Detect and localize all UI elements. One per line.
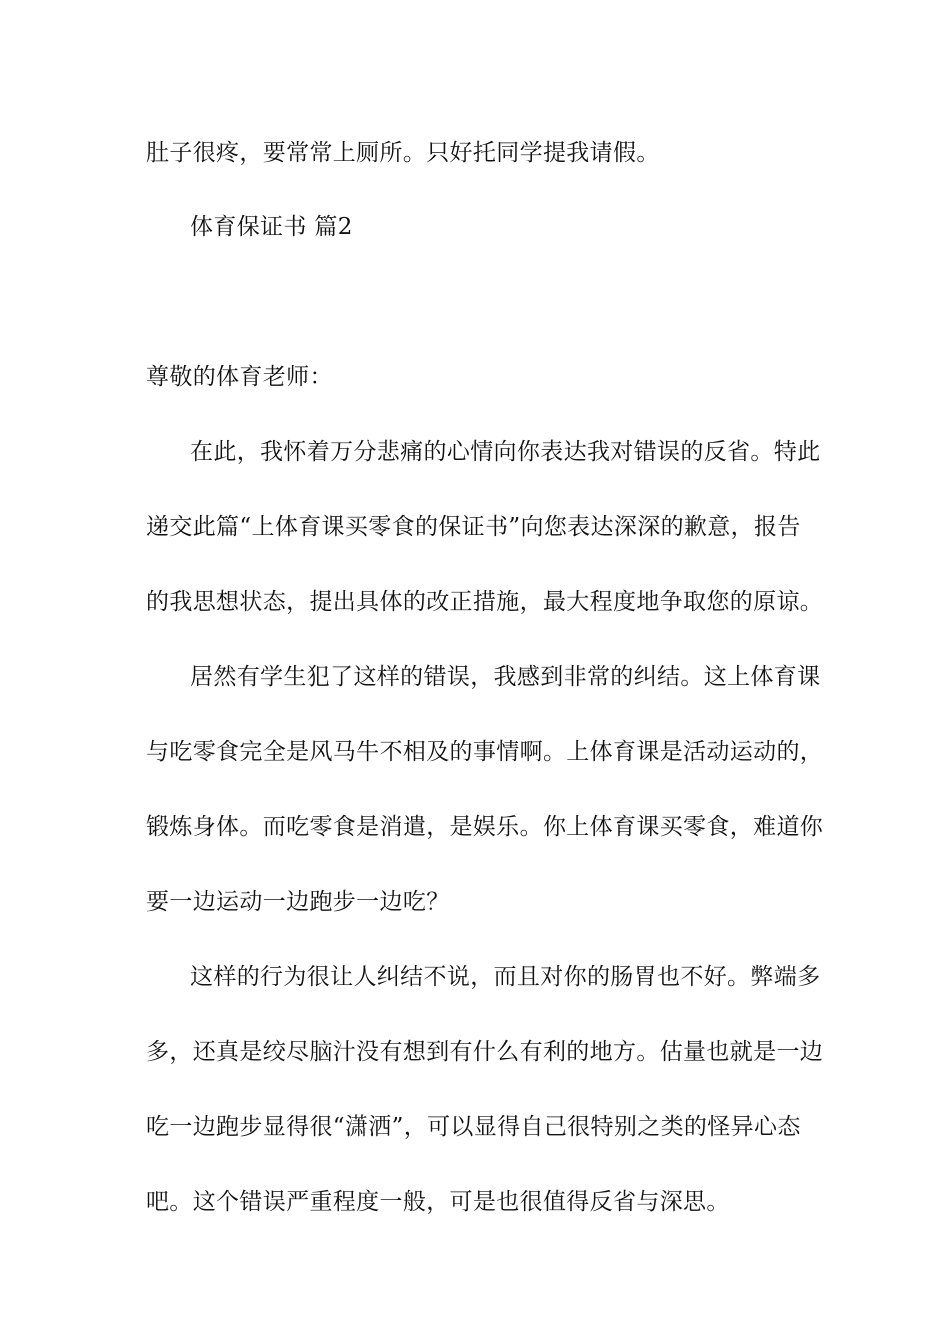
- paragraph-line: 居然有学生犯了这样的错误，我感到非常的纠结。这上体育课: [190, 664, 821, 690]
- paragraph-line: 锻炼身体。而吃零食是消遣，是娱乐。你上体育课买零食，难道你: [146, 814, 824, 840]
- section-heading: 体育保证书 篇2: [190, 214, 353, 240]
- paragraph-line: 肚子很疼，要常常上厕所。只好托同学提我请假。: [146, 140, 660, 166]
- paragraph-line: 吧。这个错误严重程度一般，可是也很值得反省与深思。: [146, 1189, 730, 1215]
- paragraph-line: 在此，我怀着万分悲痛的心情向你表达我对错误的反省。特此: [190, 439, 821, 465]
- salutation: 尊敬的体育老师：: [146, 364, 333, 390]
- paragraph-line: 多，还真是绞尽脑汁没有想到有什么有利的地方。估量也就是一边: [146, 1039, 824, 1065]
- paragraph-line: 递交此篇“上体育课买零食的保证书”向您表达深深的歉意，报告: [146, 514, 801, 540]
- paragraph-line: 要一边运动一边跑步一边吃？: [146, 889, 450, 915]
- paragraph-line: 这样的行为很让人纠结不说，而且对你的肠胃也不好。弊端多: [190, 964, 821, 990]
- paragraph-line: 的我思想状态，提出具体的改正措施，最大程度地争取您的原谅。: [146, 589, 824, 615]
- paragraph-line: 与吃零食完全是风马牛不相及的事情啊。上体育课是活动运动的，: [146, 739, 824, 765]
- paragraph-line: 吃一边跑步显得很“潇洒”，可以显得自己很特别之类的怪异心态: [146, 1114, 801, 1140]
